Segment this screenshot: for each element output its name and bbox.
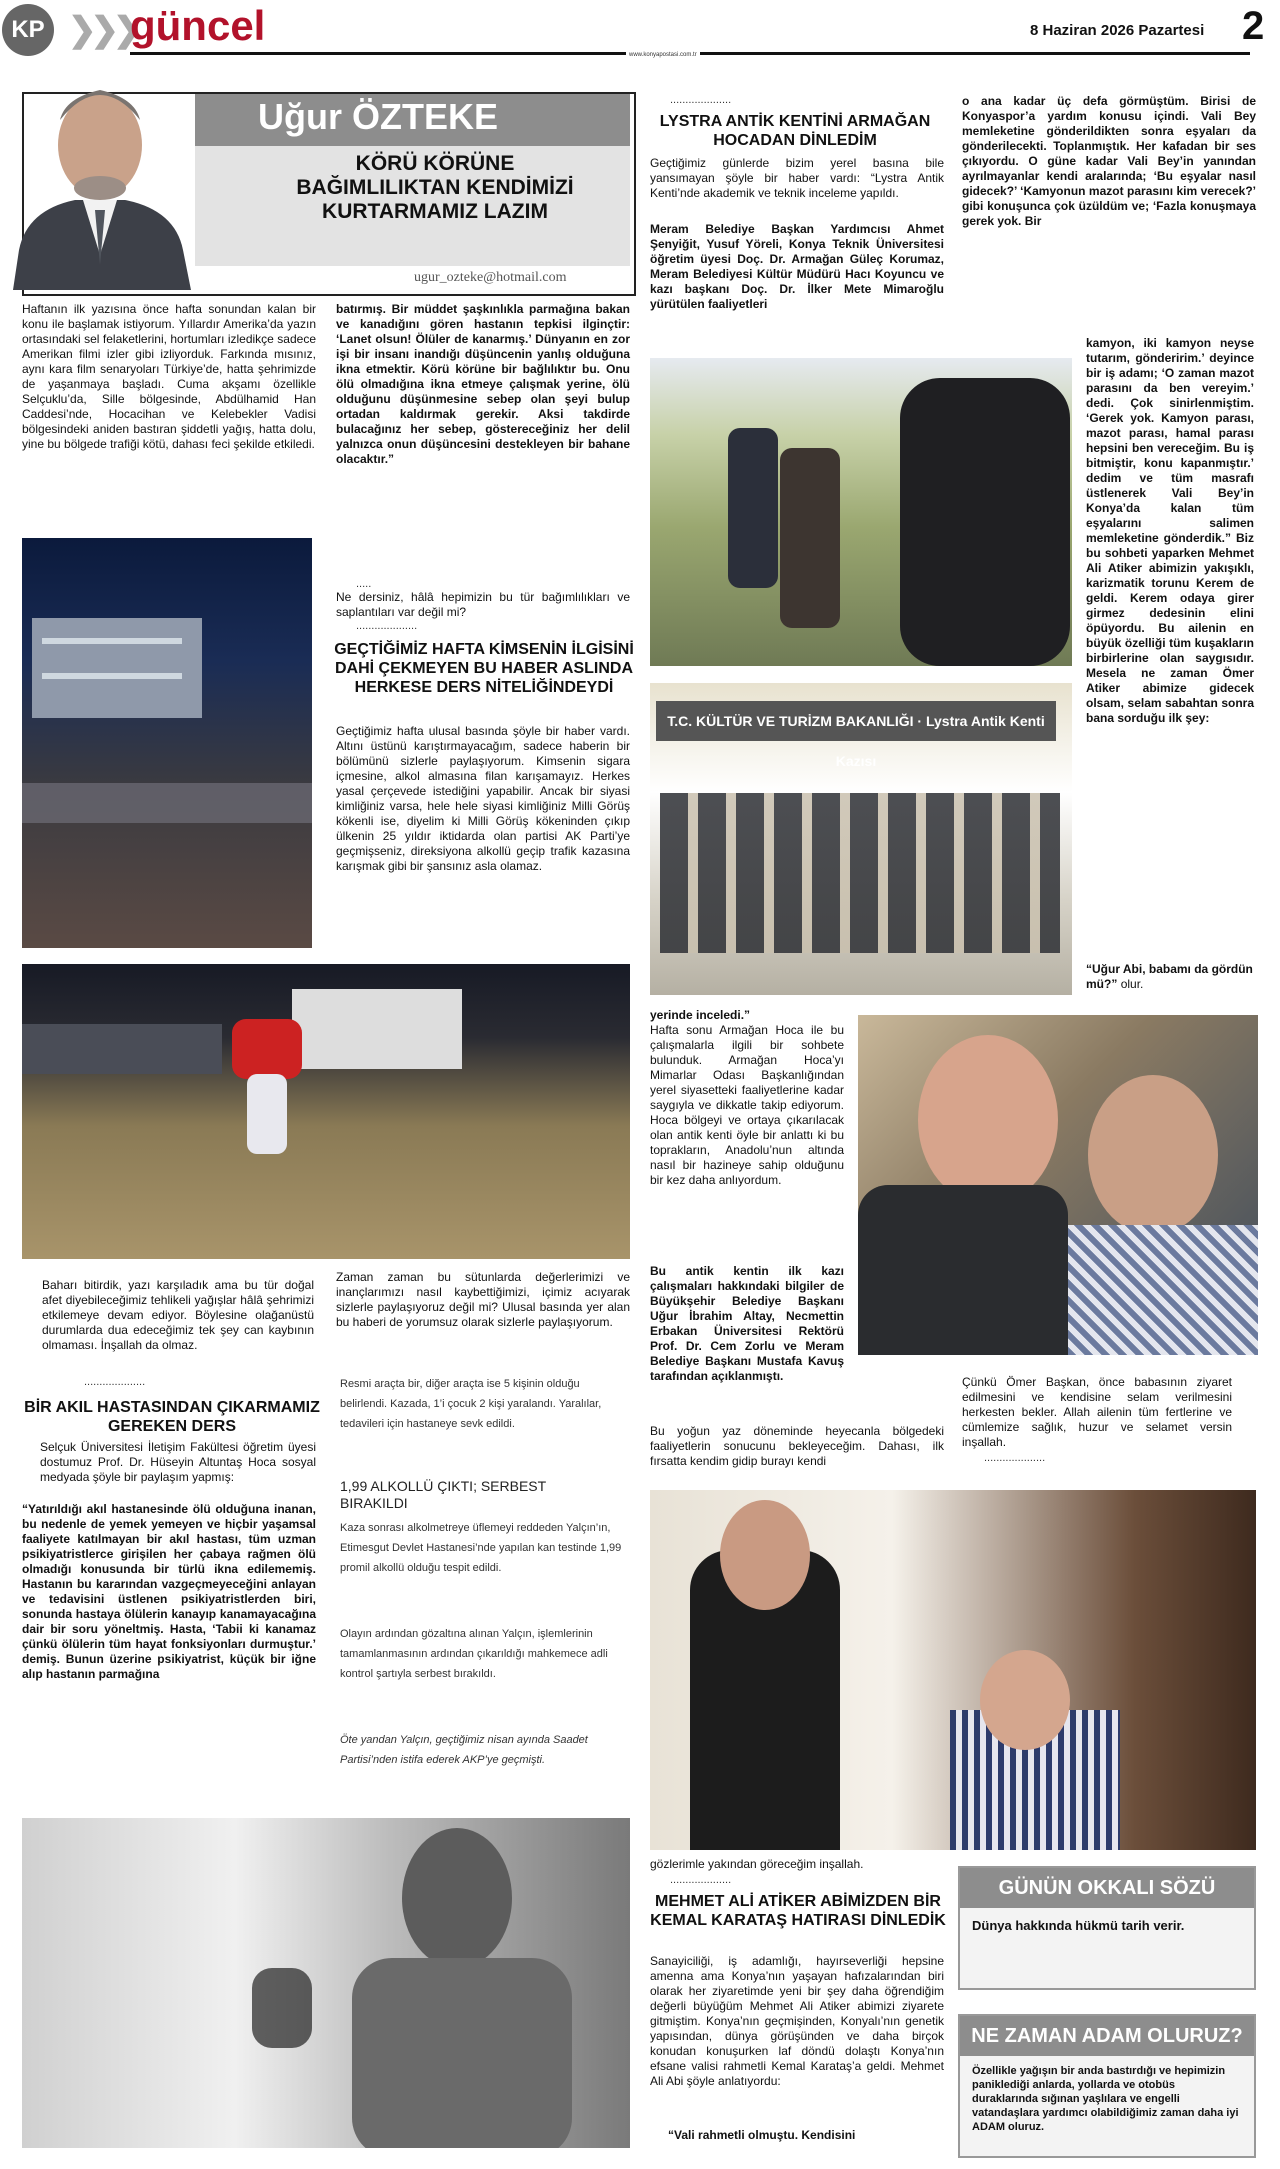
dots: .................... (984, 1452, 1046, 1464)
news-text-2: Kaza sonrası alkolmetreye üflemeyi reddeden Yalçın’ın, Etimesgut Devlet Hastanesi’nde yapılan kan testinde 1,99 promil alkollü olduğu tespit edildi. (340, 1522, 622, 1574)
col4-quote-end: olur. (1120, 977, 1144, 991)
man-portrait-photo (22, 1818, 630, 2148)
col4-quote: “Uğur Abi, babamı da gördün mü?” (1086, 962, 1253, 991)
public-notice-box (958, 2014, 1256, 2158)
dots: .................... (356, 620, 418, 632)
quote-of-day-title: GÜNÜN OKKALI SÖZÜ (960, 1868, 1254, 1908)
excavation-sign: T.C. KÜLTÜR VE TURİZM BAKANLIĞI · Lystra Antik Kenti Kazısı (656, 701, 1056, 741)
chevrons-icon: ❯❯❯ (68, 11, 136, 49)
col3-names: Meram Belediye Başkan Yardımcısı Ahmet Şenyiğit, Yusuf Yöreli, Konya Teknik Üniversitesi öğretim üyesi Doç. Dr. Armağan Güleç Korumaz, Meram Belediyesi Kültür Müdürü Hacı Koyuncu ve kazı başkanı Doç. Dr. İlker Mete Mimaroğlu yürütülen faaliyetleri (650, 222, 944, 311)
col3-quote-start: “Vali rahmetli olmuştu. Kendisini (668, 2128, 856, 2142)
col3-closing: gözlerimle yakından göreceğim inşallah. (650, 1857, 864, 1871)
page-number: 2 (1242, 4, 1265, 48)
col1-quote: “Yatırıldığı akıl hastanesinde ölü olduğuna inanan, bu nedenle de yemek yemeyen ve hiçbir yaşamsal faaliyete katılmayan bir akıl hastası, tüm uzman psikiyatristlerce girişilen her çabaya rağmen ölü olmadığı konusunda bir türlü ikna edilememiş. Hastanın bu kararından vazgeçmeyeceğini anlayan ve tedavisini üstlenen psikiyatristlerden biri, sonunda hastaya ölülerin kanayıp kanamayacağına dair bir soru yöneltmiş. Hasta, ‘Tabii ki kanamaz çünkü ölülerin tüm hayat fonksiyonları durmuştur.’ demiş. Bunun üzerine psikiyatrist, küçük bir iğne alıp hastanın parmağına (22, 1502, 316, 1681)
col1-heading: BİR AKIL HASTASINDAN ÇIKARMAMIZ GEREKEN DERS (24, 1399, 320, 1435)
col2-question: Ne dersiniz, hâlâ hepimizin bu tür bağımlılıkları ve saplantıları var değil mi? (336, 590, 630, 619)
col3-heading-2: MEHMET ALİ ATİKER ABİMİZDEN BİR KEMAL KARATAŞ HATIRASI DİNLEDİK (650, 1893, 946, 1929)
col3-officials: Bu antik kentin ilk kazı çalışmaları hakkındaki bilgiler de Büyükşehir Belediye Başkanı Uğur İbrahim Altay, Necmettin Erbakan Üniversitesi Rektörü Prof. Dr. Cem Zorlu ve Meram Belediye Başkanı Mustafa Kavuş tarafından açıklanmıştı. (650, 1264, 844, 1383)
issue-date: 8 Haziran 2026 Pazartesi (1030, 22, 1205, 39)
col3-body-3: Bu yoğun yaz döneminde heyecanla bölgedeki faaliyetlerin sonucunu bekleyeceğim. Dahası, ilk fırsatta kendim gidip burayı kendi (650, 1424, 944, 1468)
excavation-group-photo (650, 683, 1072, 995)
selfie-photo (858, 1015, 1258, 1355)
public-notice-title: NE ZAMAN ADAM OLURUZ? (960, 2016, 1254, 2056)
dots: .................... (84, 1376, 146, 1388)
news-text-1: Resmi araçta bir, diğer araçta ise 5 kişinin olduğu belirlendi. Kazada, 1’i çocuk 2 kişi yaralandı. Yaralılar, tedavileri için hastaneye sevk edildi. (340, 1378, 602, 1430)
dots-short: ..... (356, 578, 372, 590)
atiker-photo (650, 1490, 1256, 1850)
col4-quote-line (1086, 962, 1260, 992)
col3-body-2: Hafta sonu Armağan Hoca ile bu çalışmalarla ilgili bir sohbete bulunduk. Armağan Hoca’yı Mimarlar Odası Başkanlığından yerel siyasetteki faaliyetlerine kadar saygıyla ve dikkatle takip ediyorum. Hoca bölgeyi ve ortaya çıkarılacak olan antik kenti öyle bir anlattı ki bu toprakların, Anadolu’nun altında nasıl bir hazineye sahip olduğunu bir kez daha anlıyordum. (650, 1023, 844, 1187)
dots: .................... (670, 94, 732, 106)
dots: .................... (670, 1874, 732, 1886)
col3-body-4: Sanayiciliği, iş adamlığı, hayırseverliği hepsine amenna ama Konya’nın yaşayan hafızalarından biri olarak her ziyaretimde yeni bir şey daha öğrendiğim değerli büyüğüm Mehmet Ali Atiker abimizi ziyarete gitmiştim. Konya’nın geçmişinden, Konyalı’nın genetik yapısından, dünya görüşünden ve daha birçok konudan konuşurken laf döndü dolaştı Konya’nın efsane valisi rahmetli Kemal Karataş’a geldi. Mehmet Ali Abi şöyle anlatıyordu: (650, 1954, 944, 2088)
quote-of-day-text: Dünya hakkında hükmü tarih verir. (972, 1918, 1185, 1933)
col2-intro: Zaman zaman bu sütunlarda değerlerimizi ve inançlarımızı nasıl kaybettiğimizi, içimiz acıyarak sizlerle paylaşıyoruz değil mi? Ulusal basında yer alan bu haberi de yorumsuz olarak sizlerle paylaşıyorum. (336, 1270, 630, 1329)
news-text-4: Öte yandan Yalçın, geçtiğimiz nisan ayında Saadet Partisi’nden istifa ederek AKP’ye geçmişti. (340, 1734, 588, 1766)
site-url: www.konyapostasi.com.tr (626, 52, 700, 58)
section-title: güncel (130, 2, 266, 49)
quote-of-day-box (958, 1866, 1256, 1990)
col4-story: o ana kadar üç defa görmüştüm. Birisi de Konyaspor’a yardım konusu içindi. Vali Bey memleketine gönderildikten sonra eşyaları da gönderilecekti. Toplanmıştık. Her kafadan bir ses çıkıyordu. O güne kadar Vali Bey’in yanından ayrılmayanlar kendi aralarında; ‘Bu eşyalar nasıl gidecek?’ ‘Kamyonun mazot parasını kim verecek?’ gibi konuşunca çok üzüldüm ve; ‘Fazla konuşmaya gerek yok. Bir (962, 94, 1256, 228)
col4-after: Çünkü Ömer Başkan, önce babasının ziyaret edilmesini ve kendisine selam verilmesini herkesten bekler. Allah ailenin tüm fertlerine ve cümlemize sağlık, huzur ve selamet versin inşallah. (962, 1375, 1232, 1449)
flood-night-photo (22, 538, 312, 948)
col2-heading: GEÇTİĞİMİZ HAFTA KİMSENİN İLGİSİNİ DAHİ ÇEKMEYEN BU HABER ASLINDA HERKESE DERS NİTELİĞİNDEYDİ (334, 641, 634, 696)
author-photo (5, 50, 195, 290)
kp-logo: KP (2, 4, 54, 56)
col2-body: Geçtiğimiz hafta ulusal basında şöyle bir haber vardı. Altını üstünü karıştırmayacağım, sadece haberin bir bölümünü sizlerle paylaşıyorum. Kimsenin sigara içmesine, alkol almasına filan karışamayız. Herkes yasal çerçevede istediğini yapabilir. Ancak bir siyasi kimliğiniz varsa, hele hele siyasi kimliğiniz Milli Görüş kökenli ise, diyelim ki Milli Görüş kökeninden çıkıp ülkenin 25 yıldır iktidarda olan partisi AK Parti’ye geçmişseniz, direksiyona alkollü geçip trafik kazasına karışmak gibi bir şansınız asla olamaz. (336, 724, 630, 873)
col1-weather: Baharı bitirdik, yazı karşıladık ama bu tür doğal afet diyebileceğimiz tehlikeli yağışlar hâlâ şehrimizi etkilemeye devam ediyor. Böylesine olağanüstü durumlarda dua edeceğimiz tek şey can kaybının olmaması. İnşallah da olmaz. (42, 1278, 314, 1352)
public-notice-text: Özellikle yağışın bir anda bastırdığı ve hepimizin paniklediği anlarda, yollarda ve otobüs duraklarında sığınan yaşlılara ve engelli vatandaşlara yardımcı olabildiğimiz zaman daha iyi ADAM oluruz. (972, 2065, 1239, 2133)
author-email: ugur_ozteke@hotmail.com (414, 270, 567, 285)
col3-heading: LYSTRA ANTİK KENTİNİ ARMAĞAN HOCADAN DİNLEDİM (659, 113, 931, 149)
col1-body: Selçuk Üniversitesi İletişim Fakültesi öğretim üyesi dostumuz Prof. Dr. Hüseyin Altuntaş Hoca sosyal medyada şöyle bir paylaşım yapmış: (40, 1440, 316, 1484)
column-title: KÖRÜ KÖRÜNE BAĞIMLILIKTAN KENDİMİZİ KURTARMAMIZ LAZIM (296, 152, 574, 223)
news-heading: 1,99 ALKOLLÜ ÇIKTI; SERBEST BIRAKILDI (340, 1478, 546, 1511)
site-visit-photo (650, 358, 1072, 666)
col4-story-narrow: kamyon, iki kamyon neyse tutarım, gönderirim.’ deyince bir iş adamı; ‘O zaman mazot parasını da ben vereyim.’ dedi. Çok sinirlenmiştim. ‘Gerek yok. Kamyon parası, mazot parası, hamal parası hepsini ben vereceğim. Bu iş bitmiştir, konu kapanmıştır.’ dedim ve tüm masrafı üstlenerek Vali Bey’in Konya’da kalan tüm eşyalarını salimen memleketine gönderdik.” Biz bu sohbeti yaparken Mehmet Ali Atiker abimizin yakışıklı, karizmatik torunu Kerem de geldi. Kerem odaya girer girmez dedesinin elini öpüyordu. Bu ailenin en büyük özelliği tüm kuşakların birbirlerine olan saygısıdır. Mesela ne zaman Ömer Atiker abimize gidecek olsam, selam sabahtan sonra bana sorduğu ilk şey: (1086, 336, 1254, 725)
author-name: Uğur ÖZTEKE (258, 96, 498, 137)
scooter-flood-photo (22, 964, 630, 1259)
news-text-3: Olayın ardından gözaltına alınan Yalçın, işlemlerinin tamamlanmasının ardından çıkarıldığı mahkemece adli kontrol şartıyla serbest bırakıldı. (340, 1628, 608, 1680)
col3-body: Geçtiğimiz günlerde bizim yerel basına bile yansımayan şöyle bir haber vardı: “Lystra Antik Kenti’nde akademik ve teknik inceleme yapıldı. (650, 156, 944, 200)
col2-quote-end: batırmış. Bir müddet şaşkınlıkla parmağına bakan ve kanadığını gören hastanın tepkisi ilginçtir: ‘Lanet olsun! Ölüler de kanarmış.’ Dünyanın en zor işi bir insanı inandığı düşüncenin yanlış olduğuna ikna etmektir. Körü körüne bir bağlılıktır bu. Onu ölü olmadığına ikna etmeye çalışmak yerine, ölü olduğunu düşünmesine sebep olan şeyi bulup ortadan kaldırmak gerekir. Aksi takdirde bulacağınız her sebep, göstereceğiniz her delil yalnızca onun düşüncesini destekleyen bir bahane olacaktır.” (336, 302, 630, 466)
col1-intro: Haftanın ilk yazısına önce hafta sonundan kalan bir konu ile başlamak istiyorum. Yıllardır Amerika’da yazın ortasındaki sel felaketlerini, hortumları izledikçe sadece Amerikan filmi izler gibi izliyorduk. Farkında mısınız, aynı kara film senaryoları Türkiye’de, hatta şehrimizde de yaşanmaya başladı. Cuma akşamı özellikle Selçuklu’da, Sille bölgesinde, Abdülhamid Han Caddesi’nde, Hocacihan ve Kelebekler Vadisi bölgesindeki aniden bastıran şiddetli yağış, hatta dolu, yine bu bölgede trafiği kötü, dahası feci şekilde etkiledi. (22, 302, 316, 451)
col3-quote-end: yerinde inceledi.” (650, 1008, 751, 1022)
